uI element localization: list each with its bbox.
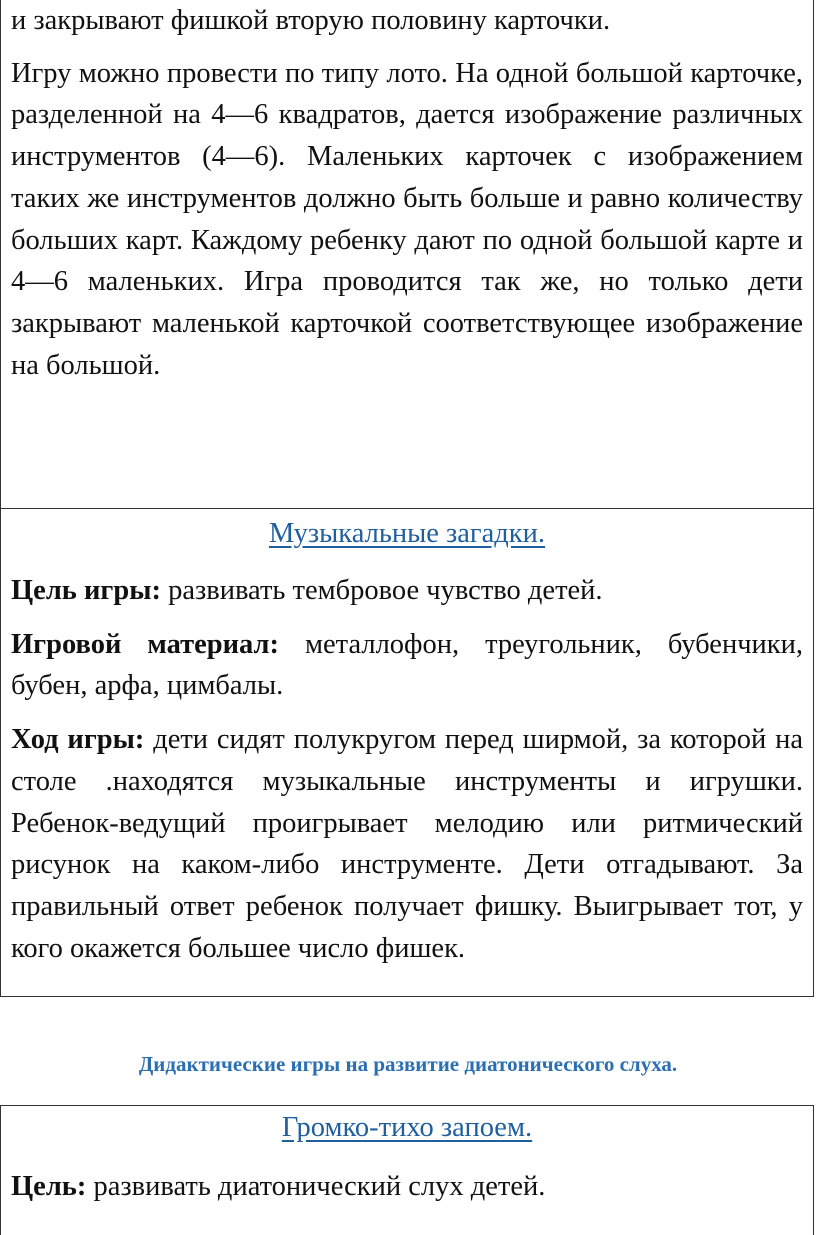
game-title-link[interactable]: Музыкальные загадки. <box>269 518 545 549</box>
game-material <box>11 624 803 707</box>
game-goal <box>11 1166 803 1208</box>
goal-label: Цель игры: <box>11 575 161 606</box>
process-text: дети сидят полукругом перед ширмой, за которой на столе .находятся музыкальные инструменты и игрушки. Ребенок-ведущий проигрывает мелодию или ритмический рисунок на каком-либо инструменте. Дети отгадывают. За правильный ответ ребенок получает фишку. Выигрывает тот, у кого окажется большее число фишек. <box>11 724 803 964</box>
paragraph-continuation: и закрывают фишкой вторую половину карточки. <box>11 5 611 36</box>
game-card-musical-riddles <box>0 508 814 997</box>
section-heading: Дидактические игры на развитие диатонического слуха. <box>138 1052 678 1076</box>
paragraph-lotto-description: Игру можно провести по типу лото. На одной большой карточке, разделенной на 4—6 квадратов, дается изображение различных инструментов (4—6). Маленьких карточек с изображением таких же инструментов должно быть больше и равно количеству больших карт. Каждому ребенку дают по одной большой карте и 4—6 маленьких. Игра проводится так же, но только дети закрывают маленькой карточкой соответствующее изображение на большой. <box>11 57 803 381</box>
goal-text: развивать тембровое чувство детей. <box>160 575 603 606</box>
game-goal <box>11 570 803 612</box>
goal-text: развивать диатонический слух детей. <box>86 1171 546 1202</box>
game-card-lotto <box>0 0 814 509</box>
material-label: Игровой материал: <box>11 628 279 660</box>
goal-label: Цель: <box>11 1171 87 1202</box>
game-card-loud-quiet <box>0 1105 814 1235</box>
game-title-link[interactable]: Громко-тихо запоем. <box>281 1112 533 1143</box>
game-process <box>11 719 803 969</box>
material-text: металлофон, треугольник, бубенчики, бубен, арфа, цимбалы. <box>11 628 804 702</box>
process-label: Ход игры: <box>11 724 145 756</box>
